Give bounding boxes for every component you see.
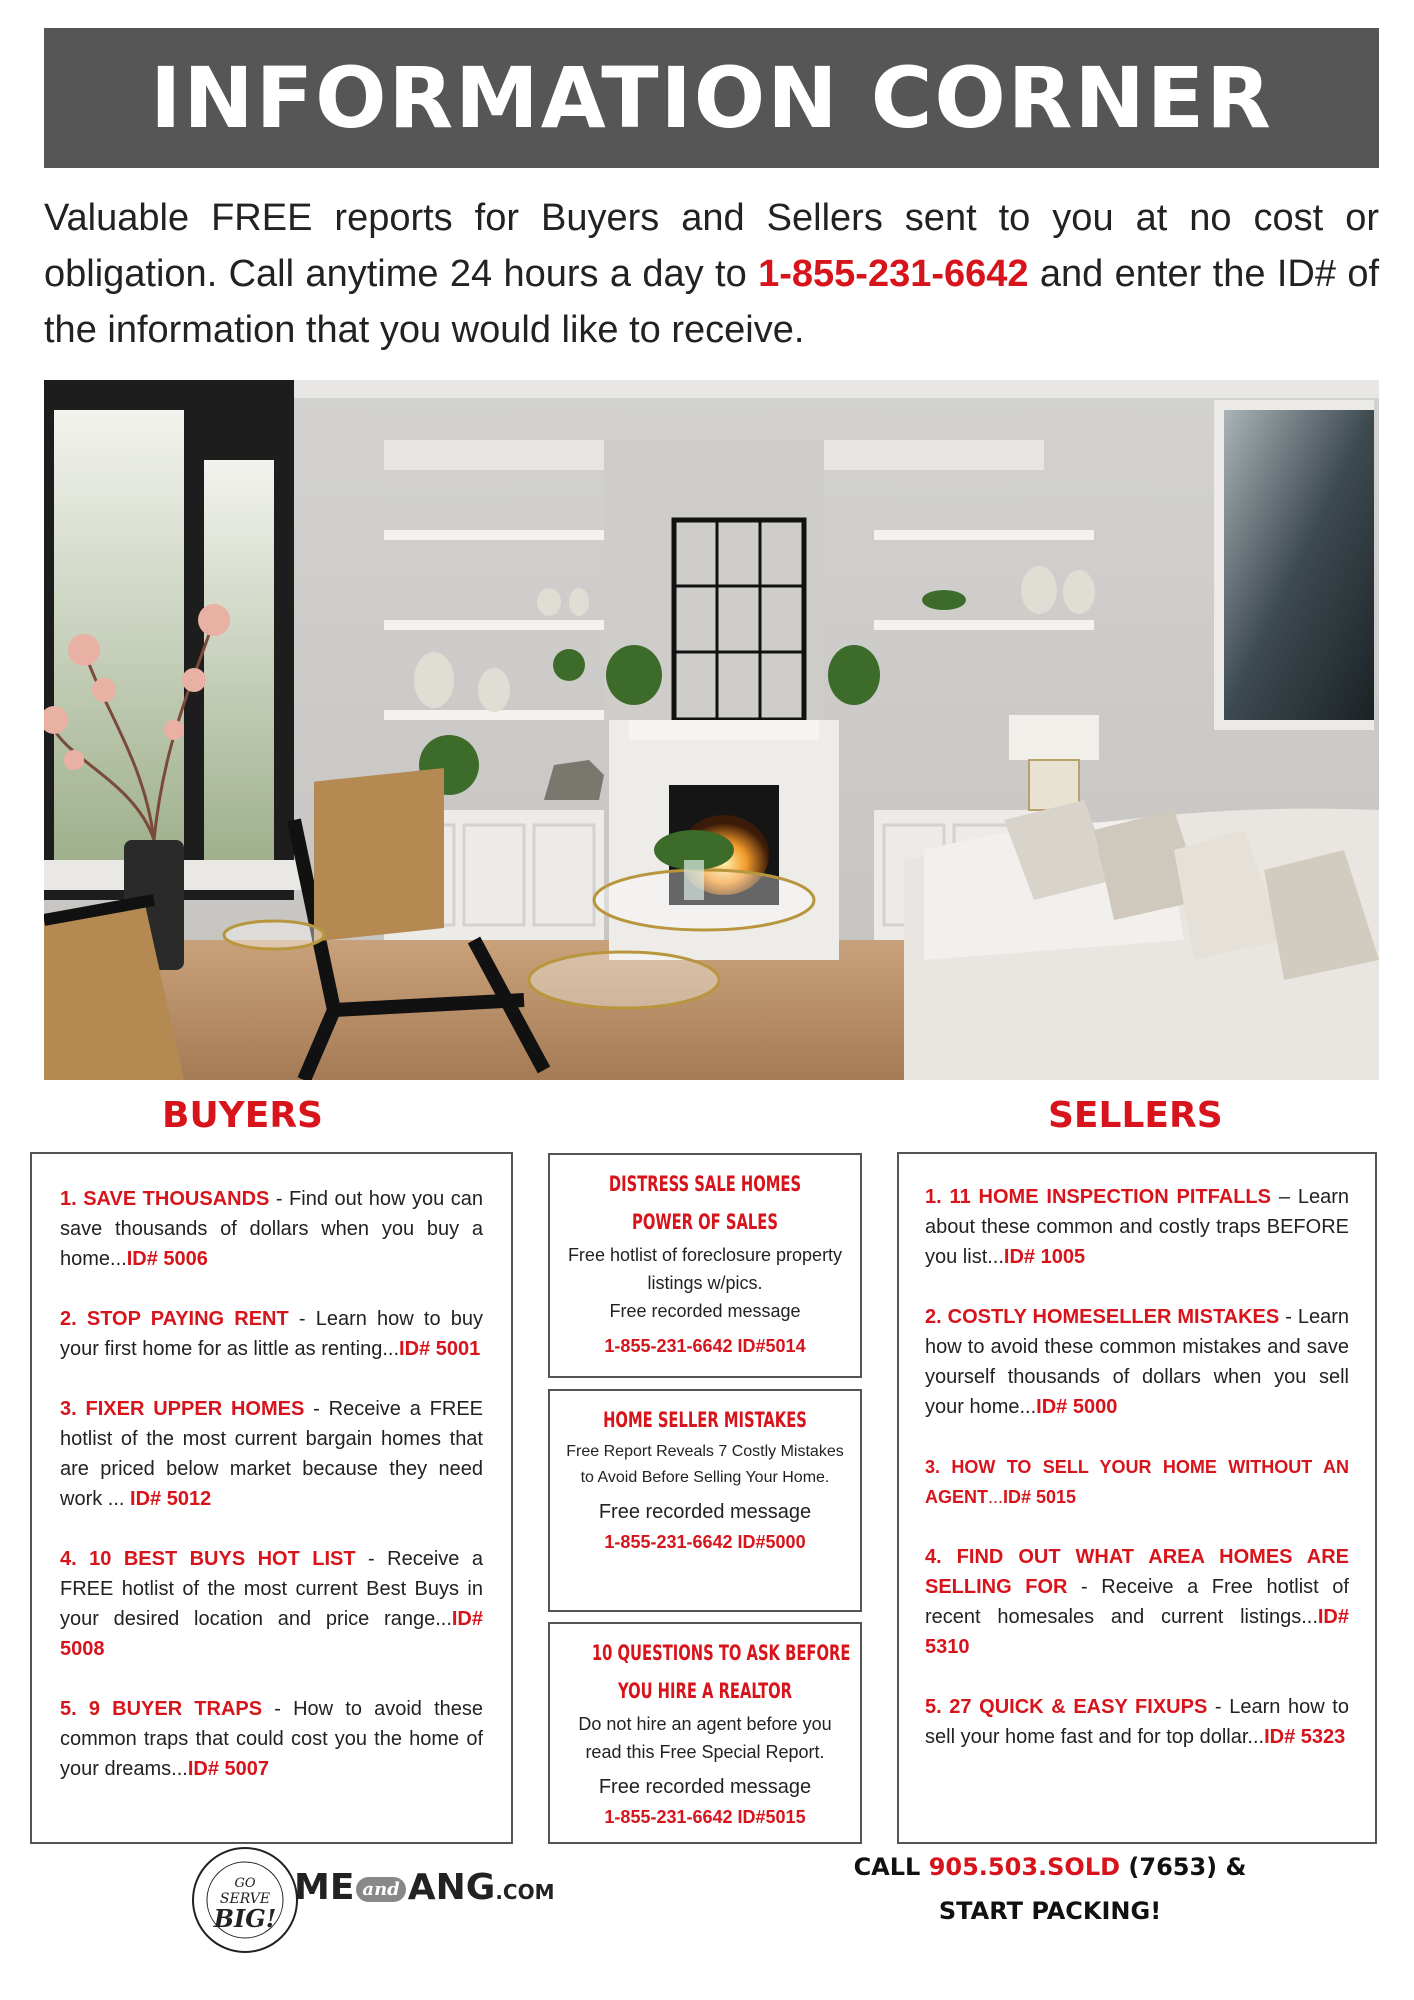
item-id: ID# 5006 bbox=[126, 1248, 208, 1270]
cta-phone-number[interactable]: 905.503.SOLD bbox=[928, 1853, 1121, 1881]
mid-title-line2: YOU HIRE A REALTOR bbox=[617, 1679, 793, 1703]
item-id: ID# 5001 bbox=[399, 1338, 481, 1360]
distress-sale-box[interactable] bbox=[548, 1153, 862, 1378]
brand-com: .COM bbox=[495, 1880, 555, 1904]
intro-paragraph bbox=[44, 190, 1379, 358]
meandang-logo[interactable] bbox=[190, 1845, 555, 1995]
cta-call: CALL bbox=[853, 1853, 929, 1881]
mid-phone-id[interactable]: 1-855-231-6642 ID#5015 bbox=[604, 1807, 806, 1827]
mid-description: Do not hire an agent before you read this Free Special Report. bbox=[578, 1714, 832, 1762]
buyers-item-fixer-upper[interactable] bbox=[60, 1394, 483, 1514]
mid-title-line1: HOME SELLER MISTAKES bbox=[603, 1408, 807, 1432]
buyers-item-stop-paying-rent[interactable] bbox=[60, 1304, 483, 1364]
item-id: ID# 5000 bbox=[1036, 1396, 1118, 1418]
item-title: 2. STOP PAYING RENT bbox=[60, 1308, 289, 1330]
page-title: INFORMATION CORNER bbox=[150, 49, 1273, 147]
mid-message: Free recorded message bbox=[598, 1501, 812, 1523]
item-title: 1. SAVE THOUSANDS bbox=[60, 1188, 270, 1210]
go-serve-big-seal-icon bbox=[190, 1845, 300, 1955]
mid-description: Free Report Reveals 7 Costly Mistakes to Avoid Before Selling Your Home. bbox=[566, 1443, 844, 1486]
item-id: ID# 5323 bbox=[1264, 1726, 1346, 1748]
sellers-heading: SELLERS bbox=[1048, 1095, 1223, 1136]
buyers-heading: BUYERS bbox=[162, 1095, 323, 1136]
questions-realtor-box[interactable] bbox=[548, 1622, 862, 1844]
item-title: 3. FIXER UPPER HOMES bbox=[60, 1398, 305, 1420]
buyers-item-save-thousands[interactable] bbox=[60, 1184, 483, 1274]
sellers-item-inspection-pitfalls[interactable] bbox=[925, 1182, 1349, 1272]
intro-text-after: and enter the ID# of the information that you would like to receive. bbox=[44, 253, 1380, 351]
home-seller-mistakes-box[interactable] bbox=[548, 1389, 862, 1612]
mid-title-line2: POWER OF SALES bbox=[632, 1210, 778, 1234]
item-title: 2. COSTLY HOMESELLER MISTAKES bbox=[925, 1306, 1280, 1328]
item-title: 4. 10 BEST BUYS HOT LIST bbox=[60, 1548, 356, 1570]
mid-message: Free recorded message bbox=[598, 1776, 812, 1798]
item-text: – Learn about these common and costly traps BEFORE you list... bbox=[925, 1186, 1349, 1268]
cta-code: (7653) & bbox=[1120, 1853, 1247, 1881]
header-banner bbox=[44, 28, 1379, 168]
item-id: ID# 1005 bbox=[1003, 1246, 1086, 1268]
item-id: ID# 5007 bbox=[187, 1758, 269, 1780]
item-text: - Learn how to avoid these common mistakes and save yourself thousands of dollars when you sell your home... bbox=[925, 1306, 1349, 1418]
item-title: 5. 9 BUYER TRAPS bbox=[60, 1698, 263, 1720]
item-text: - Receive a FREE hotlist of the most current Best Buys in your desired location and price range... bbox=[60, 1548, 483, 1630]
buyers-item-best-buys[interactable] bbox=[60, 1544, 483, 1664]
svg-text:BIG!: BIG! bbox=[213, 1904, 277, 1933]
sellers-list bbox=[897, 1152, 1377, 1844]
sellers-item-without-agent[interactable] bbox=[925, 1452, 1349, 1512]
item-id: ID# 5008 bbox=[60, 1608, 483, 1660]
item-text: - Find out how you can save thousands of dollars when you buy a home... bbox=[60, 1188, 483, 1270]
cta-line2: START PACKING! bbox=[938, 1897, 1162, 1925]
mid-phone-id[interactable]: 1-855-231-6642 ID#5000 bbox=[604, 1532, 806, 1552]
sellers-item-quick-fixups[interactable] bbox=[925, 1692, 1349, 1752]
intro-text-before: Valuable FREE reports for Buyers and Sellers sent to you at no cost or obligation. Call anytime 24 hours a day to bbox=[44, 197, 1379, 295]
mid-title-line1: DISTRESS SALE HOMES bbox=[608, 1172, 802, 1196]
item-title: 5. 27 QUICK & EASY FIXUPS bbox=[925, 1696, 1208, 1718]
cta-line1 bbox=[830, 1845, 1270, 1889]
mid-message: Free recorded message bbox=[609, 1301, 801, 1321]
buyers-list bbox=[30, 1152, 513, 1844]
sellers-item-area-homes[interactable] bbox=[925, 1542, 1349, 1662]
brand-me: ME bbox=[294, 1867, 355, 1908]
item-text: - How to avoid these common traps that could cost you the home of your dreams... bbox=[60, 1698, 484, 1780]
svg-text:GO: GO bbox=[234, 1876, 256, 1891]
svg-text:SERVE: SERVE bbox=[219, 1891, 271, 1907]
item-id: ID# 5012 bbox=[130, 1488, 212, 1510]
intro-phone-link[interactable]: 1-855-231-6642 bbox=[758, 253, 1029, 295]
mid-title-line1: 10 QUESTIONS TO ASK BEFORE bbox=[591, 1641, 851, 1665]
item-text: - Learn how to buy your first home for as little as renting... bbox=[60, 1308, 483, 1360]
brand-ang: ANG bbox=[407, 1867, 496, 1908]
brand-wordmark bbox=[294, 1867, 555, 1908]
living-room-photo bbox=[44, 380, 1379, 1080]
item-title: 3. HOW TO SELL YOUR HOME WITHOUT AN AGENT bbox=[925, 1457, 1349, 1507]
brand-and: and bbox=[356, 1877, 405, 1902]
mid-phone-id[interactable]: 1-855-231-6642 ID#5014 bbox=[604, 1336, 806, 1356]
item-title: 4. FIND OUT WHAT AREA HOMES ARE SELLING FOR bbox=[925, 1546, 1349, 1598]
call-to-action bbox=[830, 1845, 1270, 1933]
item-id: ID# 5310 bbox=[925, 1606, 1349, 1658]
item-id: ID# 5015 bbox=[1003, 1487, 1077, 1507]
item-text: ... bbox=[988, 1487, 1004, 1507]
item-text: - Learn how to sell your home fast and for top dollar... bbox=[925, 1696, 1349, 1748]
item-text: - Receive a FREE hotlist of the most current bargain homes that are priced below market because they need work ... bbox=[60, 1398, 483, 1510]
item-title: 1. 11 HOME INSPECTION PITFALLS bbox=[925, 1186, 1271, 1208]
mid-description: Free hotlist of foreclosure property listings w/pics. bbox=[567, 1245, 843, 1293]
item-text: - Receive a Free hotlist of recent homesales and current listings... bbox=[925, 1576, 1349, 1628]
buyers-item-buyer-traps[interactable] bbox=[60, 1694, 483, 1784]
sellers-item-costly-mistakes[interactable] bbox=[925, 1302, 1349, 1422]
